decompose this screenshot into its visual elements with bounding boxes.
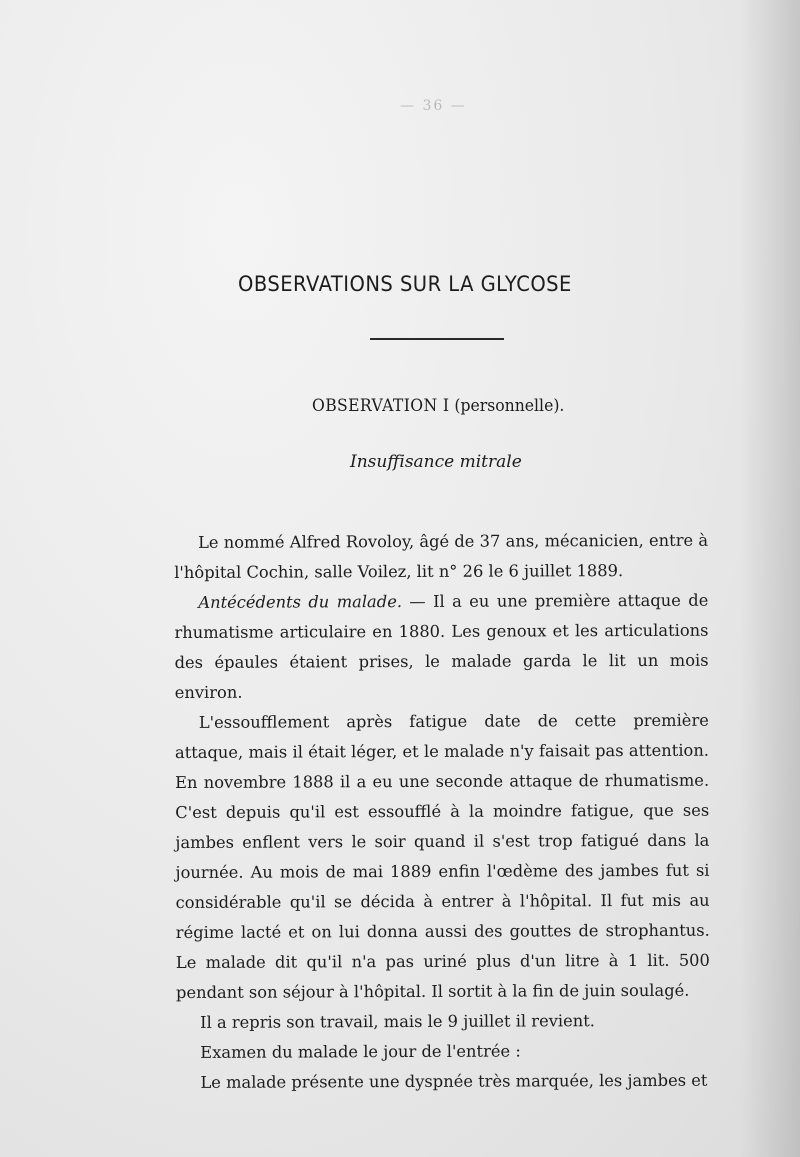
observation-heading-note: (personnelle). [454,396,565,416]
paragraph [175,706,710,1008]
body-text [174,526,710,1098]
paragraph-lead: Antécédents du malade. [198,592,403,612]
observation-heading [312,396,564,416]
paragraph-text: — Il a eu une première attaque de rhumatisme articulaire en 1880. Les genoux et les articulations des épaules étaient prises, le malade garda le lit un mois environ. [174,590,709,702]
paragraph [176,1036,710,1068]
paragraph-text: Le nommé Alfred Rovoloy, âgé de 37 ans, mécanicien, entre à l'hôpital Cochin, salle Voilez, lit n° 26 le 6 juillet 1889. [174,530,709,582]
title-rule [370,338,504,340]
paragraph-text: Examen du malade le jour de l'entrée : [200,1041,521,1062]
observation-heading-caps: OBSERVATION I [312,396,450,416]
main-title: OBSERVATIONS SUR LA GLYCOSE [238,272,572,296]
page-edge-shadow [740,0,800,1157]
paragraph [174,586,709,708]
paragraph [176,1066,710,1098]
paragraph [176,1006,710,1038]
paragraph-text: Le malade présente une dyspnée très marquée, les jambes et [200,1070,708,1092]
observation-subtitle: Insuffisance mitrale [350,452,522,472]
paragraph-text: Il a repris son travail, mais le 9 juillet il revient. [200,1011,595,1032]
paragraph [174,526,708,588]
page-number: — 36 — [400,98,467,114]
paragraph-text: L'essoufflement après fatigue date de cette première attaque, mais il était léger, et le malade n'y faisait pas attention. En novembre 1888 il a eu une seconde attaque de rhumatisme. C'est depuis qu'il est essoufflé à la moindre fatigue, que ses jambes enflent vers le soir quand il s'est trop fatigué dans la journée. Au mois de mai 1889 enfin l'œdème des jambes fut si considérable qu'il se décida à entrer à l'hôpital. Il fut mis au régime lacté et on lui donna aussi des gouttes de strophantus. Le malade dit qu'il n'a pas uriné plus d'un litre à 1 lit. 500 pendant son séjour à l'hôpital. Il sortit à la fin de juin soulagé. [174,710,710,1002]
